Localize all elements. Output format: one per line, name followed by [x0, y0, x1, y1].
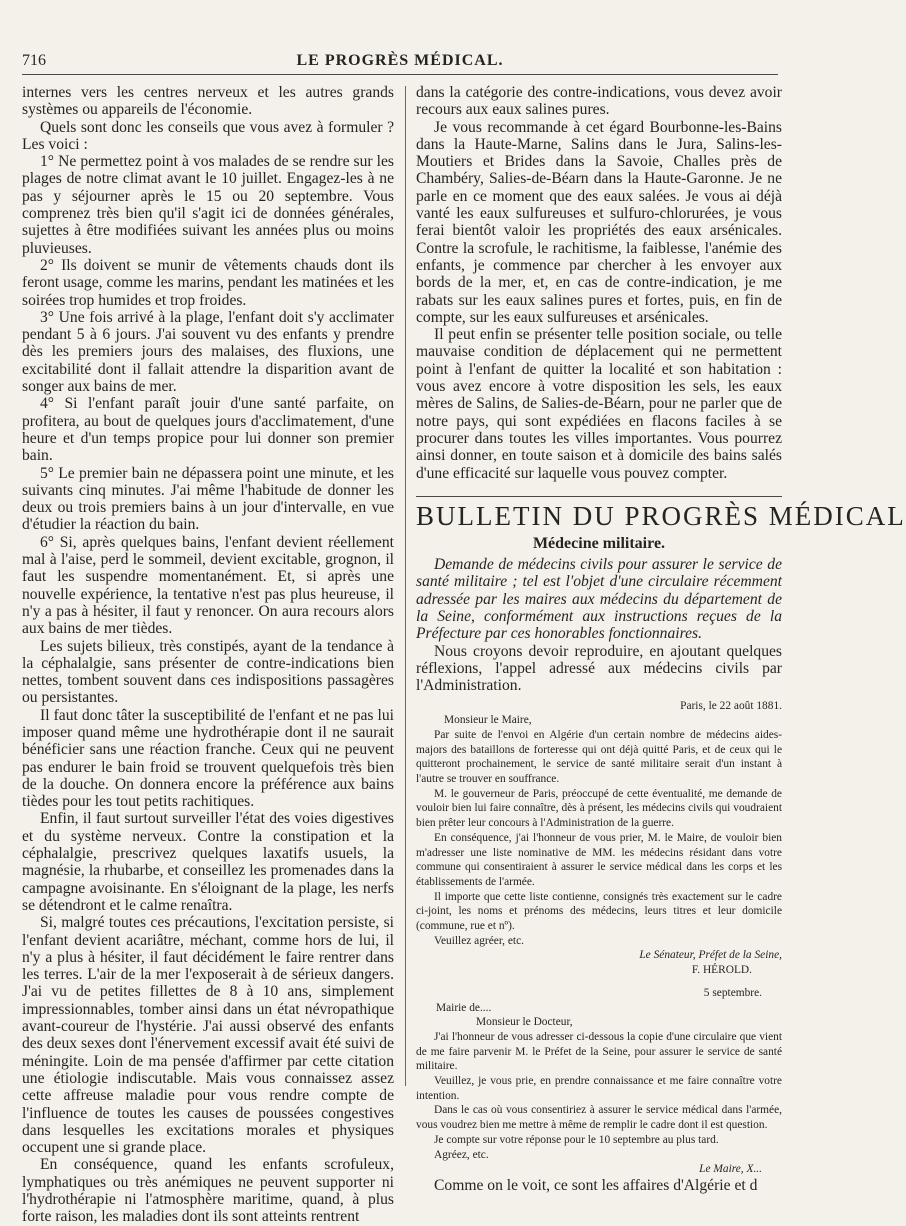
page-number: 716: [22, 52, 46, 69]
paragraph: En conséquence, quand les enfants scrofuleux, lymphatiques ou très anémiques ne peuvent supporter ni l'hydrothérapie ni l'atmosphère maritime, quand, à plus forte raison, les maladies dont ils sont atteints rentrent: [22, 1156, 394, 1226]
letter-paragraph: Je compte sur votre réponse pour le 10 septembre au plus tard.: [434, 1133, 719, 1146]
letter-signature: Le Maire, X...: [699, 1163, 762, 1176]
letter-salutation: Monsieur le Docteur,: [476, 1016, 573, 1029]
paragraph: 5° Le premier bain ne dépassera point une minute, et les suivants cinq minutes. J'ai même l'habitude de donner les deux ou trois premiers bains à un jour d'intervalle, en vue d'étudier la réaction du bain.: [22, 464, 394, 534]
section-title: Médecine militaire.: [532, 534, 666, 552]
paragraph: Si, malgré toutes ces précautions, l'excitation persiste, si l'enfant devient acariâtre, méchant, comme hors de lui, il n'y a plus à hésiter, il faut décidément le faire rentrer dans les terres. L'air de la mer l'exposerait à de sérieux dangers. J'ai vu de petites fillettes de 8 à 10 ans, simplement impressionnables, tomber ainsi dans un état névropathique avant-coureur de l'hystérie. J'ai aussi observé des enfants des deux sexes dont l'énervement excessif avait été suivi de méningite. Loin de ma pensée d'affirmer par cette citation une étiologie indiscutable. Mais vous connaissez assez cette affreuse maladie pour vous rendre compte de l'influence de toutes les causes de poussées congestives dans lesquelles les excitations morales et physiques occupent une si grande place.: [22, 914, 394, 1157]
letter-paragraph: En conséquence, j'ai l'honneur de vous prier, M. le Maire, de vouloir bien m'adresser une liste nominative de MM. les médecins résidant dans votre commune qui consentiraient à assurer le service médical dans les corps et les établissements de l'armée.: [416, 831, 782, 888]
paragraph: Je vous recommande à cet égard Bourbonne-les-Bains dans la Haute-Marne, Salins dans le Jura, Salins-les-Moutiers et Brides dans la Savoie, Challes près de Chambéry, Salies-de-Béarn dans la Haute-Garonne. Je ne parle en ce moment que des eaux salées. Je vous ai déjà vanté les eaux sulfureuses et sulfuro-chlorurées, je vous ferai bientôt valoir les propriétés des eaux arsénicales. Contre la scrofule, le rachitisme, la faiblesse, l'anémie des enfants, je commence par chercher à les envoyer aux bords de la mer, et, en cas de contre-indication, je me rabats sur les eaux salines pures et fortes, puis, en fin de compte, sur les eaux sulfureuses et arsénicales.: [416, 118, 782, 326]
paragraph: 6° Si, après quelques bains, l'enfant devient réellement mal à l'aise, perd le sommeil, devient excitable, grognon, il faut les suspendre momentanément. Et, si après une nouvelle expérience, la tentative n'est pas plus heureuse, il n'y a pas à hésiter, il faut y renoncer. On aura recours alors aux bains de mer tièdes.: [22, 533, 394, 638]
page-header: [22, 52, 778, 75]
letter-paragraph: Veuillez, je vous prie, en prendre connaissance et me faire connaître votre intention.: [416, 1075, 782, 1102]
paragraph: 1° Ne permettez point à vos malades de se rendre sur les plages de notre climat avant le 10 juillet. Engagez-les à ne pas y séjourner après le 15 ou 20 septembre. Vous comprenez très bien qu'il s'agit ici de données générales, sujettes à être modifiées suivant les années plus ou moins pluvieuses.: [22, 153, 394, 257]
paragraph: Quels sont donc les conseils que vous avez à formuler ? Les voici :: [22, 118, 394, 153]
intro-paragraph: Demande de médecins civils pour assurer le service de santé militaire ; tel est l'objet d'une circulaire récemment adressée par les maires aux médecins du département de la Seine, conformément aux instructions reçues de la Préfecture par ces honorables fonctionnaires.: [416, 556, 782, 643]
letter-paragraph: Dans le cas où vous consentiriez à assurer le service médical dans l'armée, vous voudrez bien me mettre à même de remplir le cadre dont il est question.: [416, 1104, 782, 1132]
paragraph: Enfin, il faut surtout surveiller l'état des voies digestives et du système nerveux. Contre la constipation et la céphalalgie, prescrivez quelques laxatifs usuels, la magnésie, la rhubarbe, et conseillez les promenades dans la campagne avoisinante. En s'éloignant de la plage, les nerfs se détendront et le calme renaîtra.: [22, 810, 394, 914]
letter-paragraph: J'ai l'honneur de vous adresser ci-dessous la copie d'une circulaire que vient de me faire parvenir M. le Préfet de la Seine, pour assurer le service de santé militaire.: [416, 1030, 782, 1073]
paragraph: dans la catégorie des contre-indications, vous devez avoir recours aux eaux salines pures.: [416, 84, 782, 119]
letter-date: Paris, le 22 août 1881.: [680, 699, 782, 712]
letter-paragraph: Veuillez agréer, etc.: [434, 934, 524, 947]
paragraph: 2° Ils doivent se munir de vêtements chauds dont ils feront usage, comme les marins, pendant les matinées et les soirées trop humides et trop froides.: [22, 256, 394, 309]
letter-paragraph: Il importe que cette liste contienne, consignés très exactement sur le cadre ci-joint, les noms et prénoms des médecins, leurs titres et leur domicile (commune, rue et nº).: [416, 890, 782, 933]
left-column: [22, 84, 394, 1226]
letter-header: Mairie de....: [436, 1001, 492, 1014]
paragraph: 3° Une fois arrivé à la plage, l'enfant doit s'y acclimater pendant 5 à 6 jours. J'ai souvent vu des enfants y prendre dès les premiers jours des malaises, des fluxions, une excitabilité dont il fallait attendre la disparition avant de songer aux bains de mer.: [22, 308, 394, 396]
letter-prefect: [416, 699, 782, 978]
intro-paragraph: Nous croyons devoir reproduire, en ajoutant quelques réflexions, l'appel adressé aux médecins civils par l'Administration.: [416, 642, 782, 695]
letter-signature-name: F. HÉROLD.: [691, 964, 752, 977]
paragraph: internes vers les centres nerveux et les autres grands systèmes ou appareils de l'économie.: [22, 84, 394, 119]
paragraph: 4° Si l'enfant paraît jouir d'une santé parfaite, on profitera, au bout de quelques jours d'acclimatement, d'une heure et d'un temps propice pour lui donner son premier bain.: [22, 395, 394, 465]
column-divider: [405, 86, 406, 1086]
letter-salutation: Monsieur le Maire,: [444, 714, 532, 727]
letter-paragraph: Agréez, etc.: [434, 1148, 489, 1161]
paragraph: Il faut donc tâter la susceptibilité de l'enfant et ne pas lui imposer quand même une hydrothérapie dont il ne saurait bénéficier sans une réaction franche. Ceux qui ne peuvent pas endurer le bain froid se trouvent quelquefois très bien de la douche. On donnera encore la préférence aux bains tièdes pour les tout petits rachitiques.: [22, 706, 394, 811]
right-column: [416, 84, 906, 1195]
letter-signature-title: Le Sénateur, Préfet de la Seine,: [639, 949, 782, 962]
running-title: LE PROGRÈS MÉDICAL.: [296, 52, 504, 69]
bulletin-title: BULLETIN DU PROGRÈS MÉDICAL: [416, 496, 782, 531]
paragraph: Il peut enfin se présenter telle position sociale, ou telle mauvaise condition de déplacement qui ne permettent point à l'enfant de quitter la localité et son habitation : vous avez encore à votre disposition les sels, les eaux mères de Salins, de Salies-de-Béarn, pour ne parler que de notre pays, qui sont expédiées en flacons faciles à se procurer dans toutes les villes importantes. Vous pourrez ainsi donner, en toute saison et à domicile des bains salés d'une efficacité sur laquelle vous pouvez compter.: [416, 326, 782, 482]
paragraph: Les sujets bilieux, très constipés, ayant de la tendance à la céphalalgie, sans présenter de contre-indications bien nettes, tombent souvent dans ces indispositions passagères ou persistantes.: [22, 637, 394, 707]
letter-paragraph: M. le gouverneur de Paris, préoccupé de cette éventualité, me demande de vouloir bien lui faire connaître, dès à présent, les médecins civils qui voudraient bien prêter leur concours à l'Administration de la guerre.: [416, 787, 782, 830]
letter-mayor: [416, 986, 782, 1177]
closing-line: Comme on le voit, ce sont les affaires d'Algérie et d: [434, 1177, 758, 1194]
letter-paragraph: Par suite de l'envoi en Algérie d'un certain nombre de médecins aides-majors des bataillons de forteresse qui ont déjà quitté Paris, et de ceux qui le quitteront prochainement, le service de santé militaire serait d'un instant à l'autre se trouver en souffrance.: [416, 728, 782, 786]
letter-date: 5 septembre.: [703, 986, 762, 999]
